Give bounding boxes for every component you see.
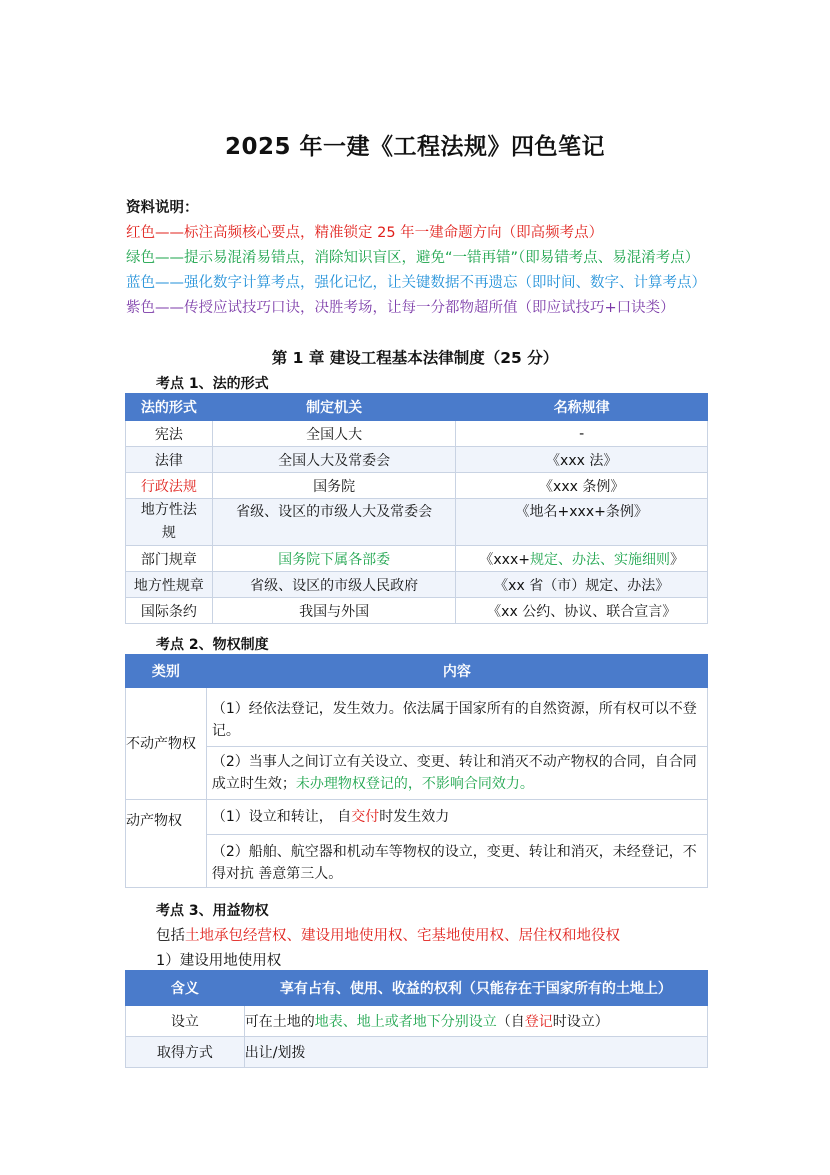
legend-purple: 紫色——传授应试技巧口诀，决胜考场，让每一分都物超所值（即应试技巧+口诀类） — [126, 300, 675, 316]
table-row — [126, 1006, 708, 1037]
table-cell — [206, 688, 707, 747]
table-cell: 《xx 省（市）规定、办法》 — [456, 572, 708, 598]
cell-text: 时设立） — [552, 1014, 609, 1030]
cell-text-highlight: 登记 — [524, 1014, 553, 1030]
table-cell: 法律 — [126, 447, 213, 473]
table-cell: 《xxx 法》 — [456, 447, 708, 473]
table-cell: 我国与外国 — [212, 598, 456, 624]
table-cell: 《地名+xxx+条例》 — [456, 499, 708, 546]
table-cell: 出让/划拨 — [244, 1037, 707, 1068]
table-header-row — [126, 394, 708, 421]
table-cell — [206, 835, 707, 888]
cell-text-highlight: 交付 — [351, 809, 380, 825]
table-header-row — [126, 971, 708, 1006]
table-cell: 国际条约 — [126, 598, 213, 624]
cell-text: （2）当事人之间订立有关设立、变更、转让和消灭不动产物权的合同，自合同 — [211, 754, 697, 770]
table-cell — [206, 800, 707, 835]
table-row — [126, 747, 708, 800]
cell-text: 《xxx+ — [479, 551, 530, 568]
table-header: 法的形式 — [126, 394, 213, 421]
kp1-title: 考点 1、法的形式 — [156, 376, 269, 392]
cell-text: （1）经依法登记，发生效力。依法属于国家所有的自然资源，所有权可以不登 — [211, 701, 697, 717]
table-cell: 宪法 — [126, 421, 213, 447]
table-cell: 部门规章 — [126, 546, 213, 572]
kp2-title: 考点 2、物权制度 — [156, 637, 269, 653]
table-cell: 取得方式 — [126, 1037, 245, 1068]
kp3-table — [125, 970, 708, 1068]
table-cell: 国务院 — [212, 473, 456, 499]
document-title: 2025 年一建《工程法规》四色笔记 — [224, 134, 606, 160]
table-row — [126, 473, 708, 499]
table-cell: 不动产物权 — [126, 688, 207, 800]
cell-text: （2）船舶、航空器和机动车等物权的设立，变更、转让和消灭，未经登记，不 — [211, 844, 697, 860]
table-cell — [456, 546, 708, 572]
cell-text: （1）设立和转让， 自 — [211, 809, 352, 825]
table-row — [126, 447, 708, 473]
table-cell: 全国人大及常委会 — [212, 447, 456, 473]
table-row — [126, 835, 708, 888]
cell-text: （自 — [496, 1014, 525, 1030]
table-row — [126, 1037, 708, 1068]
table-row — [126, 546, 708, 572]
table-cell — [244, 1006, 707, 1037]
cell-text: 可在土地的 — [244, 1014, 315, 1030]
table-header: 内容 — [206, 655, 707, 688]
table-row — [126, 572, 708, 598]
table-header: 享有占有、使用、收益的权利（只能存在于国家所有的土地上） — [244, 971, 707, 1006]
cell-text: 规 — [161, 525, 176, 541]
table-cell: 《xx 公约、协议、联合宣言》 — [456, 598, 708, 624]
cell-text-highlight: 规定、办法、实施细则 — [529, 551, 670, 568]
table-cell: 动产物权 — [126, 800, 207, 888]
table-row — [126, 688, 708, 747]
kp3-intro — [156, 924, 620, 945]
legend-blue: 蓝色——强化数字计算考点，强化记忆，让关键数据不再遗忘（即时间、数字、计算考点） — [126, 275, 706, 291]
kp3-title: 考点 3、用益物权 — [156, 903, 269, 919]
legend-green: 绿色——提示易混淆易错点，消除知识盲区，避免“一错再错”（即易错考点、易混淆考点） — [126, 250, 700, 266]
table-header: 类别 — [126, 655, 207, 688]
cell-text: 时发生效力 — [379, 809, 450, 825]
table-header: 名称规律 — [456, 394, 708, 421]
table-cell: 行政法规 — [126, 473, 213, 499]
table-cell: - — [456, 421, 708, 447]
table-header: 制定机关 — [212, 394, 456, 421]
legend-red: 红色——标注高频核心要点，精准锁定 25 年一建命题方向（即高频考点） — [126, 225, 604, 241]
table-cell: 省级、设区的市级人民政府 — [212, 572, 456, 598]
intro-text-highlight: 土地承包经营权、建设用地使用权、宅基地使用权、居住权和地役权 — [185, 928, 620, 944]
intro-section — [126, 196, 706, 321]
table-cell: 国务院下属各部委 — [212, 546, 456, 572]
cell-text: 》 — [669, 551, 684, 568]
kp2-table — [125, 654, 708, 888]
table-header-row — [126, 655, 708, 688]
cell-text: 记。 — [211, 723, 240, 739]
table-row — [126, 421, 708, 447]
intro-text: 包括 — [156, 928, 185, 944]
table-cell: 全国人大 — [212, 421, 456, 447]
chapter-heading: 第 1 章 建设工程基本法律制度（25 分） — [271, 349, 559, 367]
table-row — [126, 598, 708, 624]
kp3-subheading: 1）建设用地使用权 — [156, 953, 282, 969]
table-header: 含义 — [126, 971, 245, 1006]
table-row — [126, 800, 708, 835]
intro-heading: 资料说明： — [126, 200, 199, 216]
table-cell: 设立 — [126, 1006, 245, 1037]
cell-text: 成立时生效； — [211, 776, 296, 792]
table-cell — [126, 499, 213, 546]
cell-text-highlight: 地表、地上或者地下分别设立 — [314, 1014, 497, 1030]
cell-text-highlight: 未办理物权登记的，不影响合同效力。 — [295, 776, 534, 792]
table-cell: 《xxx 条例》 — [456, 473, 708, 499]
cell-text: 地方性法 — [140, 502, 197, 518]
cell-text: 得对抗 善意第三人。 — [211, 866, 343, 882]
table-cell — [206, 747, 707, 800]
table-row — [126, 499, 708, 546]
table-cell: 地方性规章 — [126, 572, 213, 598]
table-cell: 省级、设区的市级人大及常委会 — [212, 499, 456, 546]
kp1-table — [125, 393, 708, 624]
